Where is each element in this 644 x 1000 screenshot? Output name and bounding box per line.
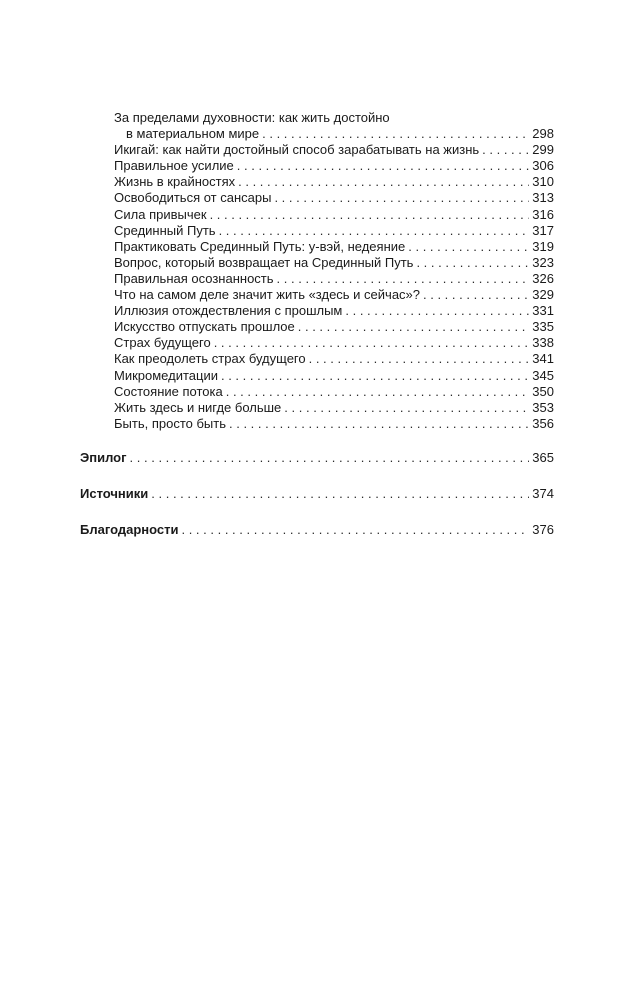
dot-leader (309, 351, 530, 367)
toc-entry[interactable] (114, 255, 554, 271)
toc-entry-title: Что на самом деле значит жить «здесь и сейчас»? (114, 287, 421, 303)
toc-main-title: Эпилог (80, 450, 127, 465)
toc-entry-title: Жизнь в крайностях (114, 174, 236, 190)
toc-entry-page: 298 (532, 126, 554, 142)
dot-leader (284, 400, 529, 416)
dot-leader (226, 384, 530, 400)
toc-entry-title: Жить здесь и нигде больше (114, 399, 282, 415)
toc-entry[interactable] (114, 368, 554, 384)
toc-entry-title: Освободиться от сансары (114, 190, 272, 206)
toc-entry-page: 319 (532, 238, 554, 254)
toc-entry-title: Состояние потока (114, 383, 223, 399)
dot-leader (210, 207, 530, 223)
toc-entry[interactable] (114, 126, 554, 142)
dot-leader (298, 319, 530, 335)
toc-entry-page: 317 (532, 222, 554, 238)
toc-entry-page: 345 (532, 367, 554, 383)
toc-entry-title: Срединный Путь (114, 222, 216, 238)
dot-leader (219, 223, 530, 239)
toc-entry[interactable] (114, 223, 554, 239)
dot-leader (214, 335, 530, 351)
dot-leader (262, 126, 529, 142)
toc-entry-title: Практиковать Срединный Путь: у-вэй, недеяние (114, 238, 406, 254)
toc-entry-page: 338 (532, 335, 554, 351)
toc-main-entry-epilogue[interactable] (80, 450, 554, 466)
toc-entry-page: 356 (532, 415, 554, 431)
dot-leader (151, 486, 529, 502)
toc-entry-title: Иллюзия отождествления с прошлым (114, 303, 343, 319)
toc-main-page: 376 (532, 522, 554, 537)
toc-entry-title: Вопрос, который возвращает на Срединный Путь (114, 254, 414, 270)
toc-entry[interactable] (114, 416, 554, 432)
toc-entry-page: 313 (532, 190, 554, 206)
toc-entry-page: 326 (532, 270, 554, 286)
dot-leader (229, 416, 529, 432)
dot-leader (221, 368, 529, 384)
dot-leader (238, 174, 529, 190)
dot-leader (181, 522, 529, 538)
toc-entry-page: 341 (532, 351, 554, 367)
toc-entry[interactable] (114, 174, 554, 190)
toc-entry[interactable] (114, 190, 554, 206)
toc-entry[interactable] (114, 158, 554, 174)
toc-entry[interactable] (114, 384, 554, 400)
toc-main-page: 374 (532, 486, 554, 501)
toc-entry-page: 323 (532, 254, 554, 270)
toc-entry-title: Сила привычек (114, 206, 207, 222)
toc-entry[interactable] (114, 335, 554, 351)
dot-leader (345, 303, 529, 319)
toc-entry-title: Микромедитации (114, 367, 218, 383)
dot-leader (408, 239, 529, 255)
toc-entry-page: 316 (532, 206, 554, 222)
toc-entry-title: Страх будущего (114, 335, 211, 351)
toc-entry[interactable] (114, 351, 554, 367)
toc-entry-page: 299 (532, 142, 554, 158)
toc-entry-title: За пределами духовности: как жить достойно (114, 110, 390, 125)
dot-leader (482, 142, 529, 158)
toc-entry-title: Правильное усилие (114, 158, 234, 174)
toc-entry-page: 350 (532, 383, 554, 399)
dot-leader (423, 287, 529, 303)
toc-entry-title: Правильная осознанность (114, 270, 274, 286)
toc-entry-title: Искусство отпускать прошлое (114, 319, 295, 335)
toc-entry-page: 329 (532, 287, 554, 303)
toc-entry-title: Как преодолеть страх будущего (114, 351, 306, 367)
toc-main-title: Источники (80, 486, 149, 501)
dot-leader (277, 271, 530, 287)
toc-entry-title: в материальном мире (126, 126, 260, 142)
toc-entry[interactable] (114, 319, 554, 335)
toc-entry-page: 306 (532, 158, 554, 174)
toc-entry-title-line (114, 110, 554, 126)
toc-entry[interactable] (114, 142, 554, 158)
toc-main-entry-sources[interactable] (80, 486, 554, 502)
toc-entry[interactable] (114, 303, 554, 319)
toc-entry-page: 353 (532, 399, 554, 415)
toc-entry-page: 310 (532, 174, 554, 190)
dot-leader (274, 190, 529, 206)
toc-entry[interactable] (114, 239, 554, 255)
toc-sub-section (114, 110, 554, 432)
toc-main-entry-acknowledgements[interactable] (80, 522, 554, 538)
dot-leader (130, 450, 530, 466)
toc-main-title: Благодарности (80, 522, 179, 537)
toc-entry[interactable] (114, 400, 554, 416)
toc-entry-title: Быть, просто быть (114, 415, 226, 431)
toc-entry[interactable] (114, 271, 554, 287)
dot-leader (416, 255, 529, 271)
dot-leader (237, 158, 530, 174)
toc-entry-page: 335 (532, 319, 554, 335)
toc-entry[interactable] (114, 207, 554, 223)
toc-entry-page: 331 (532, 303, 554, 319)
toc-entry-title: Икигай: как найти достойный способ зарабатывать на жизнь (114, 142, 480, 158)
toc-main-page: 365 (532, 450, 554, 465)
toc-entry[interactable] (114, 287, 554, 303)
